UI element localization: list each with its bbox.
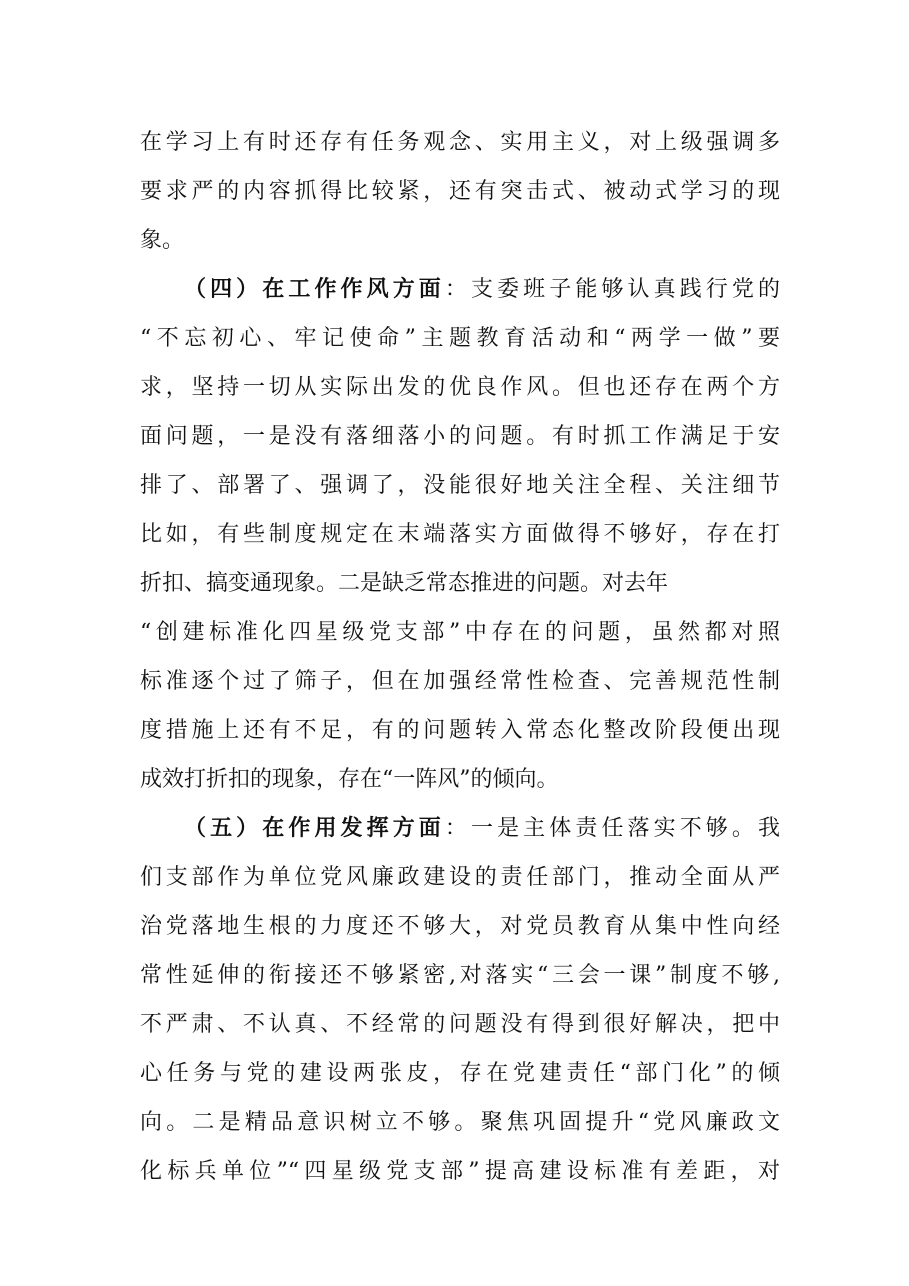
text-line: 们支部作为单位党风廉政建设的责任部门，推动全面从严 — [140, 865, 780, 890]
text-line: 度措施上还有不足，有的问题转入常态化整改阶段便出现 — [140, 718, 780, 743]
text-line: 不严肃、不认真、不经常的问题没有得到很好解决，把中 — [140, 1012, 780, 1037]
text-line: 面问题，一是没有落细落小的问题。有时抓工作满足于安 — [140, 424, 780, 449]
text-line: 比如，有些制度规定在末端落实方面做得不够好，存在打 — [140, 522, 780, 547]
text-line: 排了、部署了、强调了，没能很好地关注全程、关注细节 — [140, 473, 780, 498]
text-line: 在学习上有时还存有任务观念、实用主义，对上级强调多 — [140, 130, 780, 155]
paragraph-heading-line — [140, 804, 780, 853]
paragraph-heading-line — [140, 265, 780, 314]
section-heading-4: （四）在工作作风方面 — [184, 276, 445, 302]
text-line: 常性延伸的衔接还不够紧密,对落实“三会一课”制度不够, — [140, 963, 780, 988]
text-line: 象。 — [140, 228, 185, 253]
text-line: 心任务与党的建设两张皮，存在党建责任“部门化”的倾 — [140, 1061, 780, 1086]
text-line: “创建标准化四星级党支部”中存在的问题，虽然都对照 — [140, 620, 780, 645]
text-line: 标准逐个过了筛子，但在加强经常性检查、完善规范性制 — [140, 669, 780, 694]
text-span: ：一是主体责任落实不够。我 — [444, 816, 780, 841]
section-heading-5: （五）在作用发挥方面 — [184, 815, 445, 841]
text-line: 治党落地生根的力度还不够大，对党员教育从集中性向经 — [140, 914, 780, 939]
text-line: “不忘初心、牢记使命”主题教育活动和“两学一做”要 — [140, 326, 780, 351]
text-line: 折扣、搞变通现象。二是缺乏常态推进的问题。对去年 — [140, 571, 669, 596]
text-line: 成效打折扣的现象，存在“一阵风”的倾向。 — [140, 767, 559, 792]
text-line: 要求严的内容抓得比较紧，还有突击式、被动式学习的现 — [140, 179, 780, 204]
text-line: 求，坚持一切从实际出发的优良作风。但也还存在两个方 — [140, 375, 780, 400]
text-line: 向。二是精品意识树立不够。聚焦巩固提升“党风廉政文 — [140, 1110, 780, 1135]
text-span: ：支委班子能够认真践行党的 — [444, 277, 780, 302]
document-body — [140, 118, 780, 1196]
text-line: 化标兵单位”“四星级党支部”提高建设标准有差距，对 — [140, 1159, 780, 1184]
